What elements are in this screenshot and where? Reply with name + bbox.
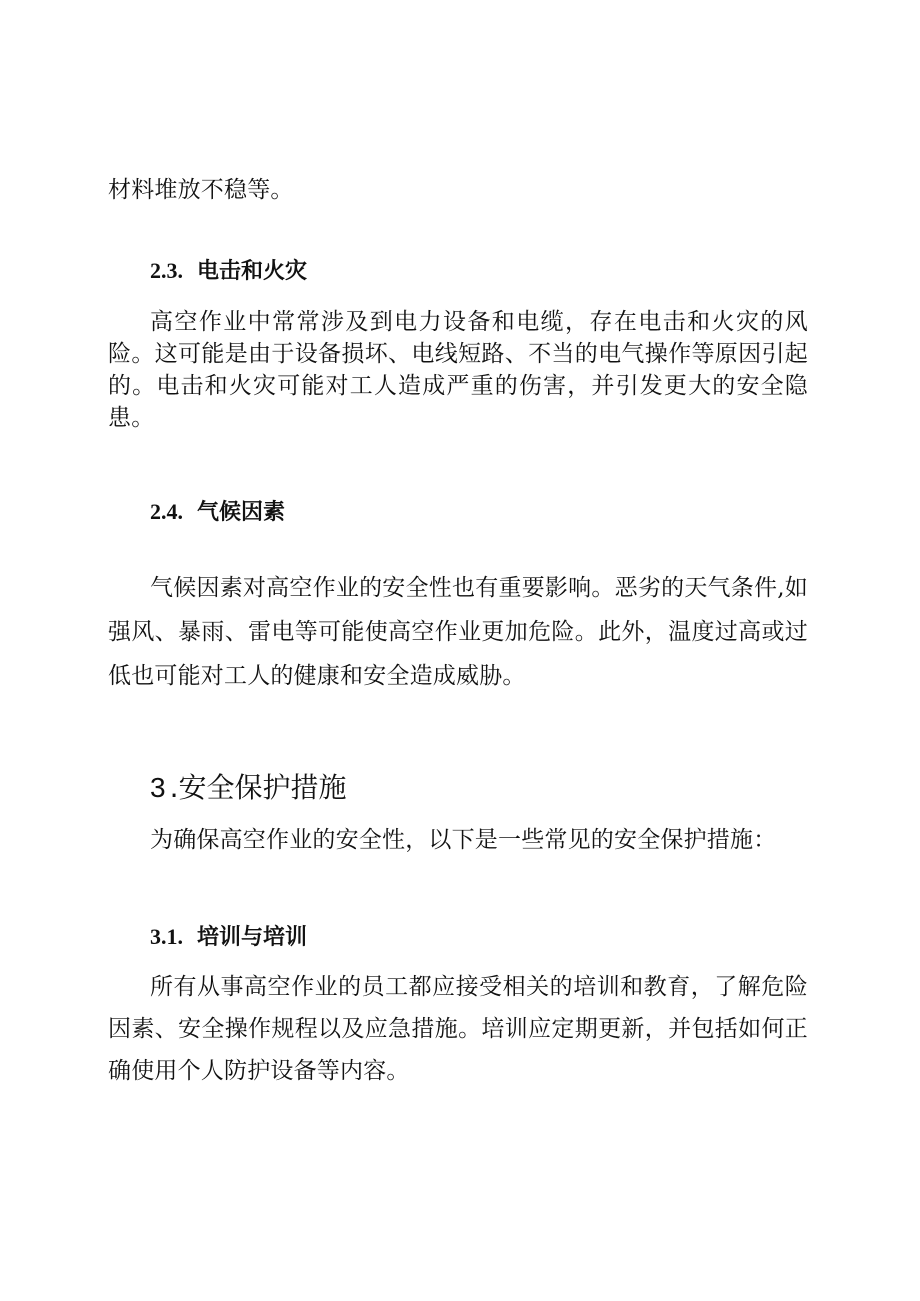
- chapter-3-intro: 为确保高空作业的安全性，以下是一些常见的安全保护措施：: [150, 827, 777, 853]
- chapter-3-title: .安全保护措施: [169, 771, 347, 804]
- section-3-1-paragraph: 所有从事高空作业的员工都应接受相关的培训和教育，了解危险因素、安全操作规程以及应急措施。培训应定期更新，并包括如何正确使用个人防护设备等内容。: [108, 974, 808, 1084]
- section-2-4-number: 2.4.: [150, 499, 183, 524]
- continuation-paragraph: 材料堆放不稳等。: [108, 177, 294, 203]
- section-3-1-title: 培训与培训: [197, 924, 308, 950]
- section-2-4-title: 气候因素: [197, 499, 286, 525]
- section-2-3-paragraph: 高空作业中常常涉及到电力设备和电缆，存在电击和火灾的风险。这可能是由于设备损坏、电线短路、不当的电气操作等原因引起的。电击和火灾可能对工人造成严重的伤害，并引发更大的安全隐患。: [108, 309, 808, 431]
- section-2-4-paragraph: 气候因素对高空作业的安全性也有重要影响。恶劣的天气条件,如强风、暴雨、雷电等可能使高空作业更加危险。此外，温度过高或过低也可能对工人的健康和安全造成威胁。: [108, 575, 808, 689]
- section-2-3-heading: [150, 256, 307, 286]
- section-2-4-heading: [150, 497, 285, 527]
- section-3-1-heading: [150, 922, 307, 952]
- section-2-3-title: 电击和火灾: [197, 258, 308, 284]
- section-2-3-number: 2.3.: [150, 258, 183, 283]
- chapter-3-heading: [150, 770, 346, 806]
- section-3-1-number: 3.1.: [150, 924, 183, 949]
- chapter-3-number: 3: [150, 772, 166, 803]
